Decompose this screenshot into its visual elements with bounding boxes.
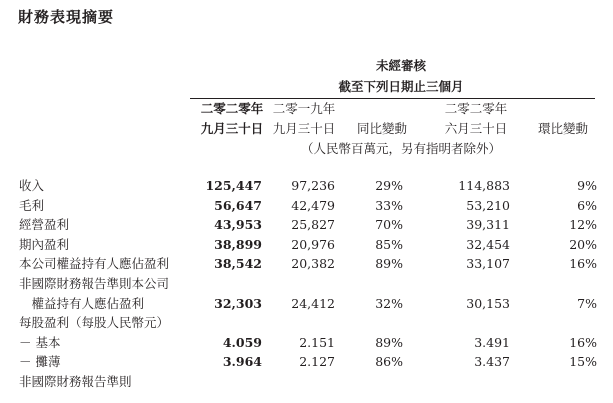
row-value-col5: 16%: [569, 334, 597, 350]
row-value-col3: 89%: [375, 256, 403, 272]
page-title: 財務表現摘要: [18, 8, 115, 26]
row-value-col3: 29%: [375, 178, 403, 193]
row-value-col2: 20,976: [291, 236, 335, 252]
row-value-col1: 125,447: [205, 178, 262, 193]
row-label: 毛利: [19, 197, 45, 213]
row-value-col4: 30,153: [466, 295, 510, 311]
row-value-col3: 32%: [375, 295, 403, 311]
row-value-col5: 15%: [569, 354, 597, 370]
row-value-col5: 9%: [577, 178, 597, 193]
row-value-col1: 38,899: [214, 236, 262, 252]
row-label: － 攤薄: [19, 354, 61, 370]
row-value-col4: 53,210: [466, 197, 510, 213]
row-value-col5: 7%: [577, 295, 597, 311]
row-label: － 基本: [19, 334, 61, 350]
row-value-col2: 2.151: [299, 334, 335, 350]
row-value-col5: 16%: [569, 256, 597, 272]
row-value-col1: 56,647: [214, 197, 262, 213]
unaudited-label: 未經審核: [375, 58, 427, 73]
row-value-col5: 12%: [569, 217, 597, 233]
unit-note: （人民幣百萬元，另有指明者除外）: [300, 141, 502, 156]
row-value-col1: 4.059: [222, 334, 262, 350]
row-value-col1: 32,303: [214, 295, 262, 311]
row-value-col1: 43,953: [214, 217, 262, 233]
col2-year: 二零一九年: [272, 101, 336, 116]
row-value-col3: 89%: [375, 334, 403, 350]
row-value-col1: 3.964: [222, 354, 262, 370]
row-value-col2: 2.127: [299, 354, 335, 370]
row-label: 期內盈利: [19, 236, 70, 252]
row-value-col2: 20,382: [291, 256, 335, 272]
row-value-col2: 24,412: [291, 295, 335, 311]
col1-year: 二零二零年: [200, 101, 264, 116]
row-value-col3: 70%: [375, 217, 403, 233]
row-value-col1: 38,542: [214, 256, 262, 272]
row-value-col5: 6%: [577, 197, 597, 213]
col4-year: 二零二零年: [444, 101, 508, 116]
row-label: 經營盈利: [19, 217, 70, 233]
col1-date: 九月三十日: [200, 121, 264, 136]
row-value-col2: 25,827: [291, 217, 335, 233]
row-value-col4: 3.437: [474, 354, 510, 370]
period-label: 截至下列日期止三個月: [338, 79, 464, 94]
row-label: 每股盈利（每股人民幣元）: [19, 315, 170, 331]
row-label: 非國際財務報告準則: [19, 374, 132, 389]
row-value-col3: 86%: [375, 354, 403, 370]
row-value-col5: 20%: [569, 236, 597, 252]
row-value-col4: 33,107: [466, 256, 510, 272]
row-label: 收入: [19, 178, 45, 193]
col3-label: 同比變動: [356, 121, 408, 136]
row-value-col4: 32,454: [466, 236, 510, 252]
row-label: 權益持有人應佔盈利: [19, 295, 145, 311]
row-value-col3: 33%: [375, 197, 403, 213]
row-value-col4: 3.491: [474, 334, 510, 350]
row-label: 非國際財務報告準則本公司: [19, 276, 170, 291]
col2-date: 九月三十日: [272, 121, 336, 136]
col4-date: 六月三十日: [444, 121, 508, 136]
header-divider: [190, 98, 595, 99]
row-value-col2: 97,236: [291, 178, 335, 193]
row-label: 本公司權益持有人應佔盈利: [19, 256, 170, 272]
row-value-col4: 39,311: [466, 217, 510, 233]
col5-label: 環比變動: [537, 121, 589, 136]
row-value-col4: 114,883: [458, 178, 510, 193]
row-value-col3: 85%: [375, 236, 403, 252]
row-value-col2: 42,479: [291, 197, 335, 213]
